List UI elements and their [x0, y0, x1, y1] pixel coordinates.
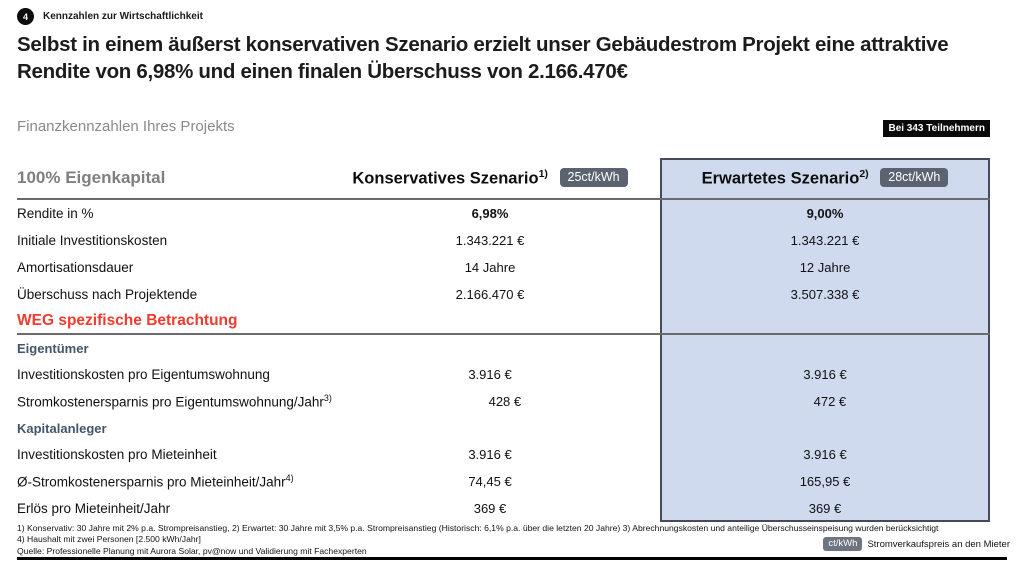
expected-title: Erwartetes Szenario [701, 169, 860, 188]
row-label: Überschuss nach Projektende [17, 287, 198, 302]
conservative-value: 369 € [473, 501, 507, 516]
financial-table [17, 158, 990, 522]
table-row-erloes-mieteinheit [17, 495, 990, 522]
participants-badge: Bei 343 Teilnehmern [883, 120, 990, 137]
bottom-divider [17, 557, 1007, 560]
table-row-ueberschuss [17, 281, 990, 308]
expected-column-header [660, 168, 990, 189]
row-label: Investitionskosten pro Eigentumswohnung [17, 367, 270, 382]
investor-section-heading: Kapitalanleger [17, 420, 107, 436]
footnote-line-3: Quelle: Professionelle Planung mit Aurora Solar, pv@now und Validierung mit Fachexperten [17, 545, 367, 556]
owner-section-heading: Eigentümer [17, 340, 89, 356]
expected-value: 165,95 € [799, 474, 851, 489]
table-row-stromkostenersparnis-etw [17, 388, 990, 415]
conservative-value: 14 Jahre [464, 260, 516, 275]
footnote-line-1: 1) Konservativ: 30 Jahre mit 2% p.a. Strompreisanstieg, 2) Erwartet: 30 Jahre mit 3,5% p.a. Strompreisanstieg (Historisch: 6,1% p.a. über die letzten 20 Jahre) 3) Abrechnungskosten und anteilige Überschusseinspeisung wurden berücksichtigt [17, 523, 939, 533]
expected-value: 369 € [808, 501, 842, 516]
table-row-investitionskosten [17, 227, 990, 254]
footnote-ref-2: 2) [859, 167, 869, 180]
row-label: Rendite in % [17, 206, 94, 221]
expected-value: 3.507.338 € [790, 287, 860, 302]
ct-kwh-badge: ct/kWh [823, 537, 862, 551]
expected-value: 1.343.221 € [790, 233, 860, 248]
price-legend [823, 537, 1010, 551]
table-title: 100% Eigenkapital [17, 168, 166, 187]
expected-value: 9,00% [806, 206, 844, 221]
weg-heading: WEG spezifische Betrachtung [17, 311, 238, 329]
conservative-value: 6,98% [471, 206, 509, 221]
row-label: Amortisationsdauer [17, 260, 134, 275]
kicker-label: Kennzahlen zur Wirtschaftlichkeit [43, 11, 203, 22]
table-row-invest-mieteinheit [17, 441, 990, 468]
row-label: Ø-Stromkostenersparnis pro Mieteinheit/Jahr$^{4)}$ [17, 473, 294, 490]
table-row-rendite [17, 200, 990, 227]
kicker [17, 8, 203, 25]
row-label: Stromkostenersparnis pro Eigentumswohnung/Jahr$^{3)}$ [17, 393, 332, 410]
conservative-column-header [320, 168, 660, 189]
table-header-row [17, 158, 990, 200]
conservative-value: 74,45 € [468, 474, 512, 489]
expected-value: 3.916 € [803, 367, 847, 382]
conservative-value: 1.343.221 € [455, 233, 525, 248]
conservative-price-badge: 25ct/kWh [560, 168, 628, 187]
conservative-value: 428 € [488, 394, 522, 409]
investor-section-row [17, 415, 990, 441]
footnote-line-2: 4) Haushalt mit zwei Personen [2.500 kWh/Jahr] [17, 534, 201, 545]
weg-heading-row [17, 308, 990, 335]
footnote-ref-4: 4) [285, 473, 294, 484]
conservative-title: Konservatives Szenario [352, 169, 539, 188]
footnote-ref-3: 3) [323, 393, 332, 404]
table-row-amortisationsdauer [17, 254, 990, 281]
footnote-ref-1: 1) [538, 167, 548, 180]
legend-text: Stromverkaufspreis an den Mieter [867, 538, 1010, 550]
conservative-value: 3.916 € [468, 447, 512, 462]
row-label: Erlös pro Mieteinheit/Jahr [17, 501, 171, 516]
table-row-stromkostenersparnis-mieteinheit [17, 468, 990, 495]
slide-number-badge: 4 [17, 8, 34, 25]
expected-value: 472 € [813, 394, 847, 409]
conservative-value: 3.916 € [468, 367, 512, 382]
table-row-invest-eigentumswohnung [17, 361, 990, 388]
subtitle: Finanzkennzahlen Ihres Projekts [17, 118, 235, 135]
expected-price-badge: 28ct/kWh [880, 168, 948, 187]
owner-section-row [17, 335, 990, 361]
expected-value: 3.916 € [803, 447, 847, 462]
expected-value: 12 Jahre [799, 260, 851, 275]
conservative-value: 2.166.470 € [455, 287, 525, 302]
headline: Selbst in einem äußerst konservativen Szenario erzielt unser Gebäudestrom Projekt eine attraktive Rendite von 6,98% und einen finalen Überschuss von 2.166.470€ [17, 33, 949, 83]
row-label: Initiale Investitionskosten [17, 233, 168, 248]
row-label: Investitionskosten pro Mieteinheit [17, 447, 217, 462]
